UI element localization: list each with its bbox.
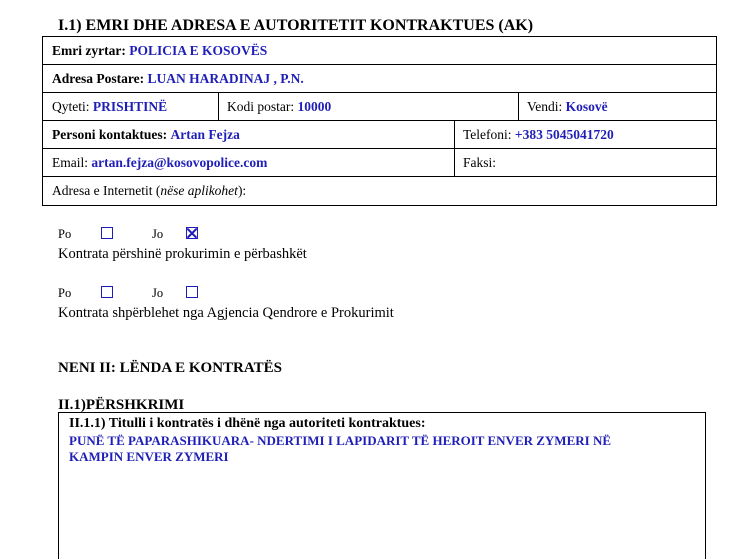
postal-address-value: LUAN HARADINAJ , P.N. <box>147 70 304 86</box>
contract-title-line2: KAMPIN ENVER ZYMERI <box>69 449 229 464</box>
contact-label: Personi kontaktues <box>52 126 163 142</box>
internet-suffix: ): <box>237 183 247 198</box>
city-value: PRISHTINË <box>92 98 168 114</box>
section2-heading: NENI II: LËNDA E KONTRATËS <box>58 360 282 376</box>
postcode-label: Kodi postar: <box>227 98 295 114</box>
contracting-authority-table <box>42 36 717 206</box>
contract-title-label: II.1.1) Titulli i kontratës i dhënë nga autoriteti kontraktues: <box>69 416 426 431</box>
contract-title-line1: PUNË TË PAPARASHIKUARA- NDERTIMI I LAPIDARIT TË HEROIT ENVER ZYMERI NË <box>69 433 612 448</box>
city-label: Qyteti: <box>52 98 90 114</box>
official-name-label: Emri zyrtar <box>52 42 122 58</box>
email-value: artan.fejza@kosovopolice.com <box>91 154 268 170</box>
contract-title-box <box>58 412 706 559</box>
joint-no-label: Jo <box>152 227 164 241</box>
joint-procurement-text: Kontrata përshinë prokurimin e përbashkët <box>58 246 307 262</box>
central-no-label: Jo <box>152 286 164 300</box>
joint-yes-label: Po <box>58 227 72 241</box>
postal-address-label: Adresa Postare <box>52 70 140 86</box>
country-label: Vendi: <box>527 98 563 114</box>
internet-note: nëse aplikohet <box>160 183 238 198</box>
section-heading: I.1) EMRI DHE ADRESA E AUTORITETIT KONTRAKTUES (AK) <box>58 17 534 34</box>
joint-yes-checkbox[interactable] <box>101 227 113 239</box>
postcode-value: 10000 <box>297 98 332 114</box>
row-official-name: Emri zyrtar : POLICIA E KOSOVËS <box>43 37 716 65</box>
central-no-checkbox[interactable] <box>186 286 198 298</box>
contact-value: Artan Fejza <box>170 126 240 142</box>
internet-label: Adresa e Internetit ( <box>52 183 161 198</box>
phone-label: Telefoni: <box>463 126 512 142</box>
row-city <box>43 93 716 121</box>
central-yes-label: Po <box>58 286 72 300</box>
central-agency-text: Kontrata shpërblehet nga Agjencia Qendrore e Prokurimit <box>58 305 394 321</box>
section2-subheading: II.1)PËRSHKRIMI <box>58 397 185 413</box>
phone-value: +383 5045041720 <box>514 126 614 142</box>
row-contact: Personi kontaktues : Artan Fejza Telefoni: +383 5045041720 <box>43 121 716 149</box>
joint-no-checkbox[interactable] <box>186 227 198 239</box>
central-yes-checkbox[interactable] <box>101 286 113 298</box>
row-internet <box>43 177 716 205</box>
email-label: Email: <box>52 154 88 170</box>
country-value: Kosovë <box>565 98 608 114</box>
fax-label: Faksi: <box>463 154 497 170</box>
official-name-value: POLICIA E KOSOVËS <box>129 42 268 58</box>
row-postal-address: Adresa Postare : LUAN HARADINAJ , P.N. <box>43 65 716 93</box>
row-email <box>43 149 716 177</box>
